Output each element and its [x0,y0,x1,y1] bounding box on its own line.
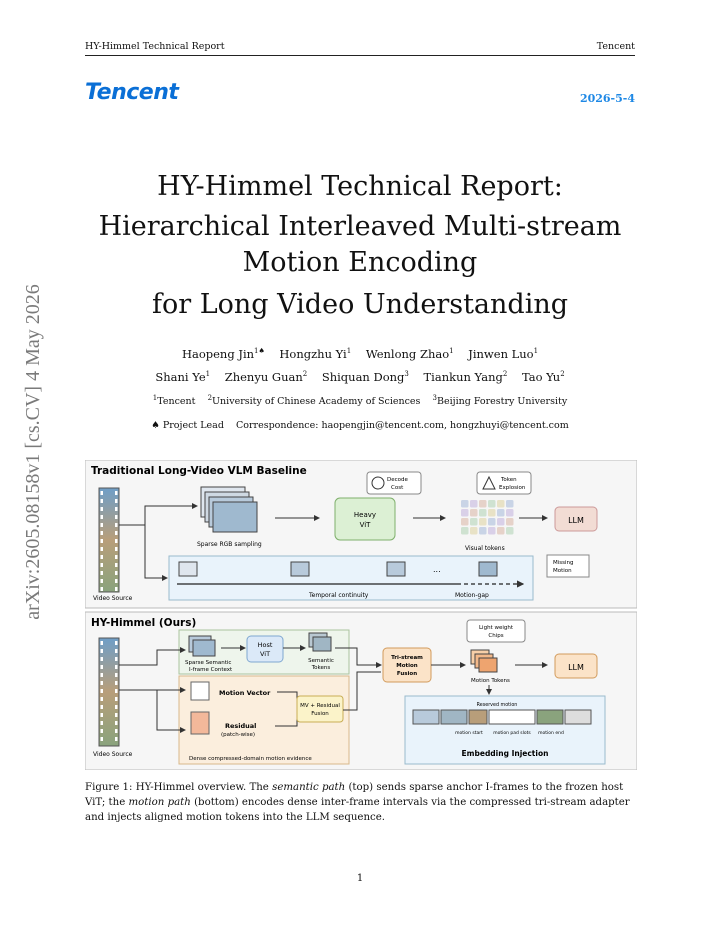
baseline-title: Traditional Long-Video VLM Baseline [91,465,307,477]
residual-heatmap-icon [191,712,209,734]
light-weight-line-2: Chips [488,633,504,639]
title-line-4: for Long Video Understanding [151,289,569,320]
visual-token [497,518,505,526]
token-explosion-line-2: Explosion [499,485,526,491]
decode-cost-line-2: Cost [391,485,404,491]
visual-token [470,527,478,535]
author-name: Jinwen Luo [468,347,534,361]
author-name: Tiankun Yang [423,370,503,384]
video-source-label-top: Video Source [93,595,133,602]
sparse-rgb-frames [201,487,257,532]
mv-residual-line-2: Fusion [311,711,329,717]
author-name: Hongzhu Yi [279,347,347,361]
visual-token [497,500,505,508]
himmel-title: HY-Himmel (Ours) [91,617,197,629]
heavy-vit-box [335,498,395,540]
dense-evidence-label: Dense compressed-domain motion evidence [189,756,312,762]
figure-caption [85,780,637,825]
visual-token [461,527,469,535]
visual-token [479,518,487,526]
semantic-tokens-line-1: Semantic [308,658,334,664]
llm-label-bottom: LLM [568,663,584,672]
motion-tokens-label: Motion Tokens [471,678,510,684]
caption-em-2: motion path [128,797,191,808]
missing-motion-line-1: Missing [553,560,574,566]
heavy-vit-line-1: Heavy [353,511,377,519]
caption-part-3: (bottom) encodes dense inter-frame intervals via the compressed tri-stream adapter and injects aligned motion tokens into the LLM sequence. [85,797,630,823]
host-vit-line-2: ViT [259,650,271,658]
author-affiliation-mark: 1♠ [254,347,265,356]
affiliations [85,393,635,407]
author-affiliation-mark: 2 [502,370,508,379]
visual-token [506,500,514,508]
visual-token [488,509,496,517]
caption-part-1: HY-Himmel overview. The [135,782,269,793]
overview-figure [85,460,637,770]
tri-stream-line-2: Motion [396,663,418,669]
mv-residual-line-1: MV + Residual [300,703,340,709]
author-affiliation-mark: 1 [533,347,539,356]
title-line-2: Hierarchical Interleaved Multi-stream [98,211,622,242]
llm-label-top: LLM [568,516,584,525]
header-left: HY-Himmel Technical Report [85,41,225,52]
affiliation-name: Beijing Forestry University [436,396,568,407]
motion-end-label: motion end [538,731,564,736]
caption-em-1: semantic path [272,782,346,793]
lead-mark: ♠ [151,420,160,431]
tencent-logo: Tencent [85,80,179,105]
motion-gap-label: Motion-gap [455,592,489,599]
sparse-semantic-line-1: Sparse Semantic [185,660,232,666]
embedding-injection-label: Embedding Injection [461,749,549,758]
affiliation-name: Tencent [157,396,196,407]
arxiv-stamp: arXiv:2605.08158v1 [cs.CV] 4 May 2026 [22,284,44,620]
visual-token [470,509,478,517]
title-line-1: HY-Himmel Technical Report: [157,171,563,202]
token-explosion-line-1: Token [501,477,517,483]
author-affiliation-mark: 2 [560,370,565,379]
mv-residual-fusion-box [297,696,343,722]
sparse-semantic-line-2: I-frame Context [189,667,233,673]
visual-token [488,527,496,535]
report-date: 2026-5-4 [579,92,635,105]
motion-start-label: motion start [455,731,483,736]
title-line-3: Motion Encoding [242,247,478,278]
host-vit-line-1: Host [257,641,273,649]
video-source-strip-top [99,488,119,592]
reserved-motion-label: Reserved motion [476,703,518,708]
author-name: Haopeng Jin [181,347,255,361]
header-right: Tencent [596,41,635,52]
motion-vector-label: Motion Vector [219,689,271,697]
visual-tokens-label: Visual tokens [465,545,505,552]
visual-token [470,518,478,526]
visual-token [479,500,487,508]
author-name: Tao Yu [521,370,561,384]
host-vit-box [247,636,283,662]
author-name: Shani Ye [155,370,206,384]
visual-token [506,527,514,535]
author-affiliation-mark: 2 [302,370,308,379]
visual-token [497,509,505,517]
visual-token [488,500,496,508]
affiliation-mark: 1 [152,393,158,402]
header-rule [85,55,635,56]
video-source-strip-bottom [99,638,119,746]
semantic-tokens-line-2: Tokens [311,665,331,671]
visual-token [461,518,469,526]
lead-label: Project Lead [162,420,224,431]
author-name: Zhenyu Guan [224,370,303,384]
ellipsis: ... [433,565,441,574]
light-weight-line-1: Light weight [478,625,514,631]
visual-token [479,527,487,535]
affiliation-mark: 2 [207,393,213,402]
motion-pad-label: motion pad slots [493,731,531,736]
visual-token [506,509,514,517]
visual-token [497,527,505,535]
correspondence-text: Correspondence: haopengjin@tencent.com, hongzhuyi@tencent.com [236,420,569,431]
author-affiliation-mark: 1 [346,347,352,356]
caption-label: Figure 1: [85,782,133,793]
author-row-2 [85,370,635,384]
sparse-rgb-label: Sparse RGB sampling [197,541,262,548]
author-affiliation-mark: 3 [404,370,409,379]
caption-part-2: (top) sends sparse anchor I-frames to the frozen host ViT; the [85,782,624,808]
residual-line-1: Residual [225,722,257,730]
tri-stream-line-3: Fusion [396,671,418,677]
visual-token [479,509,487,517]
missing-motion-line-2: Motion [553,568,572,574]
motion-vector-icon [191,682,209,700]
heavy-vit-line-2: ViT [359,521,371,529]
author-name: Shiquan Dong [321,370,405,384]
video-source-label-bottom: Video Source [93,751,133,758]
residual-line-2: (patch-wise) [221,732,256,738]
affiliation-name: University of Chinese Academy of Sciences [212,396,421,407]
visual-token [488,518,496,526]
running-header [85,41,635,52]
tri-stream-line-1: Tri-stream [391,655,423,661]
page-number: 1 [356,873,364,884]
correspondence [85,420,635,431]
author-affiliation-mark: 1 [449,347,454,356]
clock-icon [372,477,384,489]
affiliation-mark: 3 [432,393,437,402]
author-name: Wenlong Zhao [365,347,450,361]
author-affiliation-mark: 1 [205,370,211,379]
visual-token [461,509,469,517]
visual-token [506,518,514,526]
author-row-1 [85,347,635,361]
visual-token [470,500,478,508]
visual-token [461,500,469,508]
decode-cost-line-1: Decode [387,477,408,483]
temporal-continuity-label: Temporal continuity [309,592,369,599]
